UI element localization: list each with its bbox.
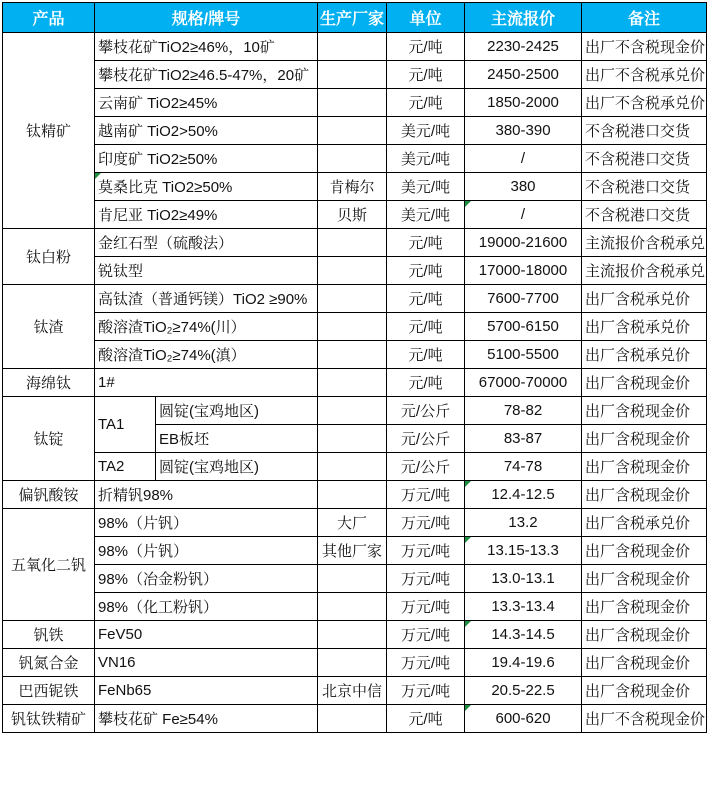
manufacturer-cell (318, 89, 387, 117)
spec-cell: 金红石型（硫酸法） (95, 229, 318, 257)
table-row (3, 257, 707, 285)
unit-cell: 万元/吨 (387, 481, 465, 509)
note-cell: 主流报价含税承兑 (582, 229, 707, 257)
manufacturer-cell (318, 369, 387, 397)
spec-cell: 攀枝花矿 Fe≥54% (95, 705, 318, 733)
unit-cell: 美元/吨 (387, 173, 465, 201)
manufacturer-cell (318, 285, 387, 313)
spec-cell: 高钛渣（普通钙镁）TiO2 ≥90% (95, 285, 318, 313)
note-cell: 出厂含税现金价 (582, 649, 707, 677)
price-cell: 5100-5500 (465, 341, 582, 369)
spec-cell: FeNb65 (95, 677, 318, 705)
spec-cell: 印度矿 TiO2≥50% (95, 145, 318, 173)
table-row (3, 145, 707, 173)
header-product: 产品 (3, 3, 95, 33)
price-cell: 19.4-19.6 (465, 649, 582, 677)
spec-cell: EB板坯 (156, 425, 318, 453)
header-manufacturer: 生产厂家 (318, 3, 387, 33)
price-cell: 83-87 (465, 425, 582, 453)
price-cell: 380-390 (465, 117, 582, 145)
manufacturer-cell: 大厂 (318, 509, 387, 537)
price-cell (465, 201, 582, 229)
table-row (3, 341, 707, 369)
unit-cell: 万元/吨 (387, 509, 465, 537)
price-cell: 380 (465, 173, 582, 201)
table-row (3, 593, 707, 621)
table-row (3, 509, 707, 537)
unit-cell: 元/吨 (387, 89, 465, 117)
unit-cell: 美元/吨 (387, 117, 465, 145)
spec-cell: 肯尼亚 TiO2≥49% (95, 201, 318, 229)
table-row (3, 117, 707, 145)
unit-cell: 万元/吨 (387, 537, 465, 565)
note-cell: 出厂含税承兑价 (582, 285, 707, 313)
manufacturer-cell (318, 229, 387, 257)
table-row (3, 481, 707, 509)
spec-cell: 98%（化工粉钒） (95, 593, 318, 621)
price-cell: 20.5-22.5 (465, 677, 582, 705)
unit-cell: 万元/吨 (387, 565, 465, 593)
spec-cell: 酸溶渣TiO₂≥74%(川） (95, 313, 318, 341)
manufacturer-cell: 贝斯 (318, 201, 387, 229)
table-row (3, 61, 707, 89)
price-cell: 1850-2000 (465, 89, 582, 117)
note-cell: 出厂含税现金价 (582, 397, 707, 425)
spec-cell: 云南矿 TiO2≥45% (95, 89, 318, 117)
product-cell: 五氧化二钒 (3, 509, 95, 621)
unit-cell: 美元/吨 (387, 145, 465, 173)
spec-cell: 圆锭(宝鸡地区) (156, 453, 318, 481)
note-cell: 出厂不含税承兑价 (582, 89, 707, 117)
table-row (3, 397, 707, 425)
product-cell: 钒铁 (3, 621, 95, 649)
unit-cell: 元/吨 (387, 33, 465, 61)
grade-cell: TA1 (95, 397, 156, 453)
price-cell: 2450-2500 (465, 61, 582, 89)
unit-cell: 元/公斤 (387, 453, 465, 481)
price-cell: 13.0-13.1 (465, 565, 582, 593)
manufacturer-cell (318, 33, 387, 61)
unit-cell: 元/吨 (387, 313, 465, 341)
unit-cell: 元/吨 (387, 705, 465, 733)
note-cell: 出厂含税现金价 (582, 425, 707, 453)
price-text: 600-620 (495, 710, 551, 727)
price-cell: 17000-18000 (465, 257, 582, 285)
table-row (3, 705, 707, 733)
spec-cell: 圆锭(宝鸡地区) (156, 397, 318, 425)
product-cell: 钒氮合金 (3, 649, 95, 677)
spec-cell: 1# (95, 369, 318, 397)
product-cell: 海绵钛 (3, 369, 95, 397)
spec-cell: 98%（片钒） (95, 509, 318, 537)
note-cell: 出厂含税现金价 (582, 565, 707, 593)
note-cell: 不含税港口交货 (582, 173, 707, 201)
product-cell: 钛锭 (3, 397, 95, 481)
unit-cell: 万元/吨 (387, 593, 465, 621)
table-row (3, 313, 707, 341)
flag-triangle-icon (465, 621, 471, 627)
unit-cell: 元/公斤 (387, 425, 465, 453)
flag-triangle-icon (465, 537, 471, 543)
table-row (3, 173, 707, 201)
product-cell: 巴西铌铁 (3, 677, 95, 705)
unit-cell: 元/吨 (387, 285, 465, 313)
price-cell: 2230-2425 (465, 33, 582, 61)
grade-cell: TA2 (95, 453, 156, 481)
spec-cell: 98%（片钒） (95, 537, 318, 565)
spec-cell: 攀枝花矿TiO2≥46.5-47%，20矿 (95, 61, 318, 89)
manufacturer-cell (318, 565, 387, 593)
note-cell: 不含税港口交货 (582, 145, 707, 173)
manufacturer-cell (318, 145, 387, 173)
unit-cell: 万元/吨 (387, 621, 465, 649)
price-cell (465, 621, 582, 649)
note-cell: 出厂含税承兑价 (582, 341, 707, 369)
table-row (3, 537, 707, 565)
table-row (3, 621, 707, 649)
flag-triangle-icon (95, 173, 101, 179)
header-row (3, 3, 707, 33)
table-row (3, 565, 707, 593)
unit-cell: 元/公斤 (387, 397, 465, 425)
spec-cell (95, 173, 318, 201)
price-cell: 67000-70000 (465, 369, 582, 397)
note-cell: 出厂含税现金价 (582, 453, 707, 481)
table-row (3, 453, 707, 481)
manufacturer-cell: 北京中信 (318, 677, 387, 705)
product-cell: 钛渣 (3, 285, 95, 369)
price-cell: 13.2 (465, 509, 582, 537)
manufacturer-cell (318, 481, 387, 509)
manufacturer-cell (318, 313, 387, 341)
header-unit: 单位 (387, 3, 465, 33)
flag-triangle-icon (465, 481, 471, 487)
spec-cell: 越南矿 TiO2>50% (95, 117, 318, 145)
flag-triangle-icon (465, 201, 471, 207)
table-row (3, 649, 707, 677)
note-cell: 出厂含税现金价 (582, 537, 707, 565)
price-table (2, 2, 707, 733)
note-cell: 出厂含税承兑价 (582, 313, 707, 341)
spec-cell: 锐钛型 (95, 257, 318, 285)
manufacturer-cell (318, 425, 387, 453)
table-row (3, 33, 707, 61)
manufacturer-cell (318, 621, 387, 649)
note-cell: 主流报价含税承兑 (582, 257, 707, 285)
price-text: 13.15-13.3 (487, 542, 559, 559)
note-cell: 出厂不含税承兑价 (582, 61, 707, 89)
price-text: / (520, 206, 526, 223)
manufacturer-cell (318, 649, 387, 677)
price-cell: 5700-6150 (465, 313, 582, 341)
price-cell: 74-78 (465, 453, 582, 481)
note-cell: 不含税港口交货 (582, 201, 707, 229)
manufacturer-cell (318, 61, 387, 89)
spec-cell: 98%（冶金粉钒） (95, 565, 318, 593)
price-cell: 13.3-13.4 (465, 593, 582, 621)
note-cell: 出厂不含税现金价 (582, 33, 707, 61)
unit-cell: 元/吨 (387, 341, 465, 369)
spec-cell: FeV50 (95, 621, 318, 649)
price-cell: 19000-21600 (465, 229, 582, 257)
note-cell: 出厂含税现金价 (582, 593, 707, 621)
unit-cell: 元/吨 (387, 257, 465, 285)
note-cell: 出厂不含税现金价 (582, 705, 707, 733)
unit-cell: 元/吨 (387, 369, 465, 397)
price-cell (465, 705, 582, 733)
product-cell: 钛白粉 (3, 229, 95, 285)
product-cell: 钒钛铁精矿 (3, 705, 95, 733)
table-row (3, 201, 707, 229)
note-cell: 出厂含税现金价 (582, 621, 707, 649)
note-cell: 出厂含税承兑价 (582, 509, 707, 537)
price-text: 12.4-12.5 (491, 486, 555, 503)
price-cell: 7600-7700 (465, 285, 582, 313)
manufacturer-cell (318, 341, 387, 369)
header-spec: 规格/牌号 (95, 3, 318, 33)
spec-cell: 攀枝花矿TiO2≥46%，10矿 (95, 33, 318, 61)
table-row (3, 285, 707, 313)
unit-cell: 美元/吨 (387, 201, 465, 229)
flag-triangle-icon (465, 705, 471, 711)
note-cell: 出厂含税现金价 (582, 481, 707, 509)
price-cell (465, 537, 582, 565)
manufacturer-cell (318, 593, 387, 621)
product-cell: 偏钒酸铵 (3, 481, 95, 509)
header-note: 备注 (582, 3, 707, 33)
unit-cell: 万元/吨 (387, 649, 465, 677)
unit-cell: 元/吨 (387, 229, 465, 257)
manufacturer-cell (318, 397, 387, 425)
spec-text: 莫桑比克 TiO2≥50% (98, 179, 233, 196)
price-text: 14.3-14.5 (491, 626, 555, 643)
manufacturer-cell: 肯梅尔 (318, 173, 387, 201)
spec-cell: 酸溶渣TiO₂≥74%(滇） (95, 341, 318, 369)
note-cell: 不含税港口交货 (582, 117, 707, 145)
note-cell: 出厂含税现金价 (582, 677, 707, 705)
manufacturer-cell (318, 453, 387, 481)
header-price: 主流报价 (465, 3, 582, 33)
manufacturer-cell: 其他厂家 (318, 537, 387, 565)
price-cell: 78-82 (465, 397, 582, 425)
note-cell: 出厂含税现金价 (582, 369, 707, 397)
spec-cell: 折精钒98% (95, 481, 318, 509)
table-row (3, 677, 707, 705)
price-cell: / (465, 145, 582, 173)
manufacturer-cell (318, 117, 387, 145)
price-cell (465, 481, 582, 509)
unit-cell: 元/吨 (387, 61, 465, 89)
table-row (3, 369, 707, 397)
table-row (3, 229, 707, 257)
table-row (3, 89, 707, 117)
manufacturer-cell (318, 705, 387, 733)
unit-cell: 万元/吨 (387, 677, 465, 705)
manufacturer-cell (318, 257, 387, 285)
product-cell: 钛精矿 (3, 33, 95, 229)
spec-cell: VN16 (95, 649, 318, 677)
